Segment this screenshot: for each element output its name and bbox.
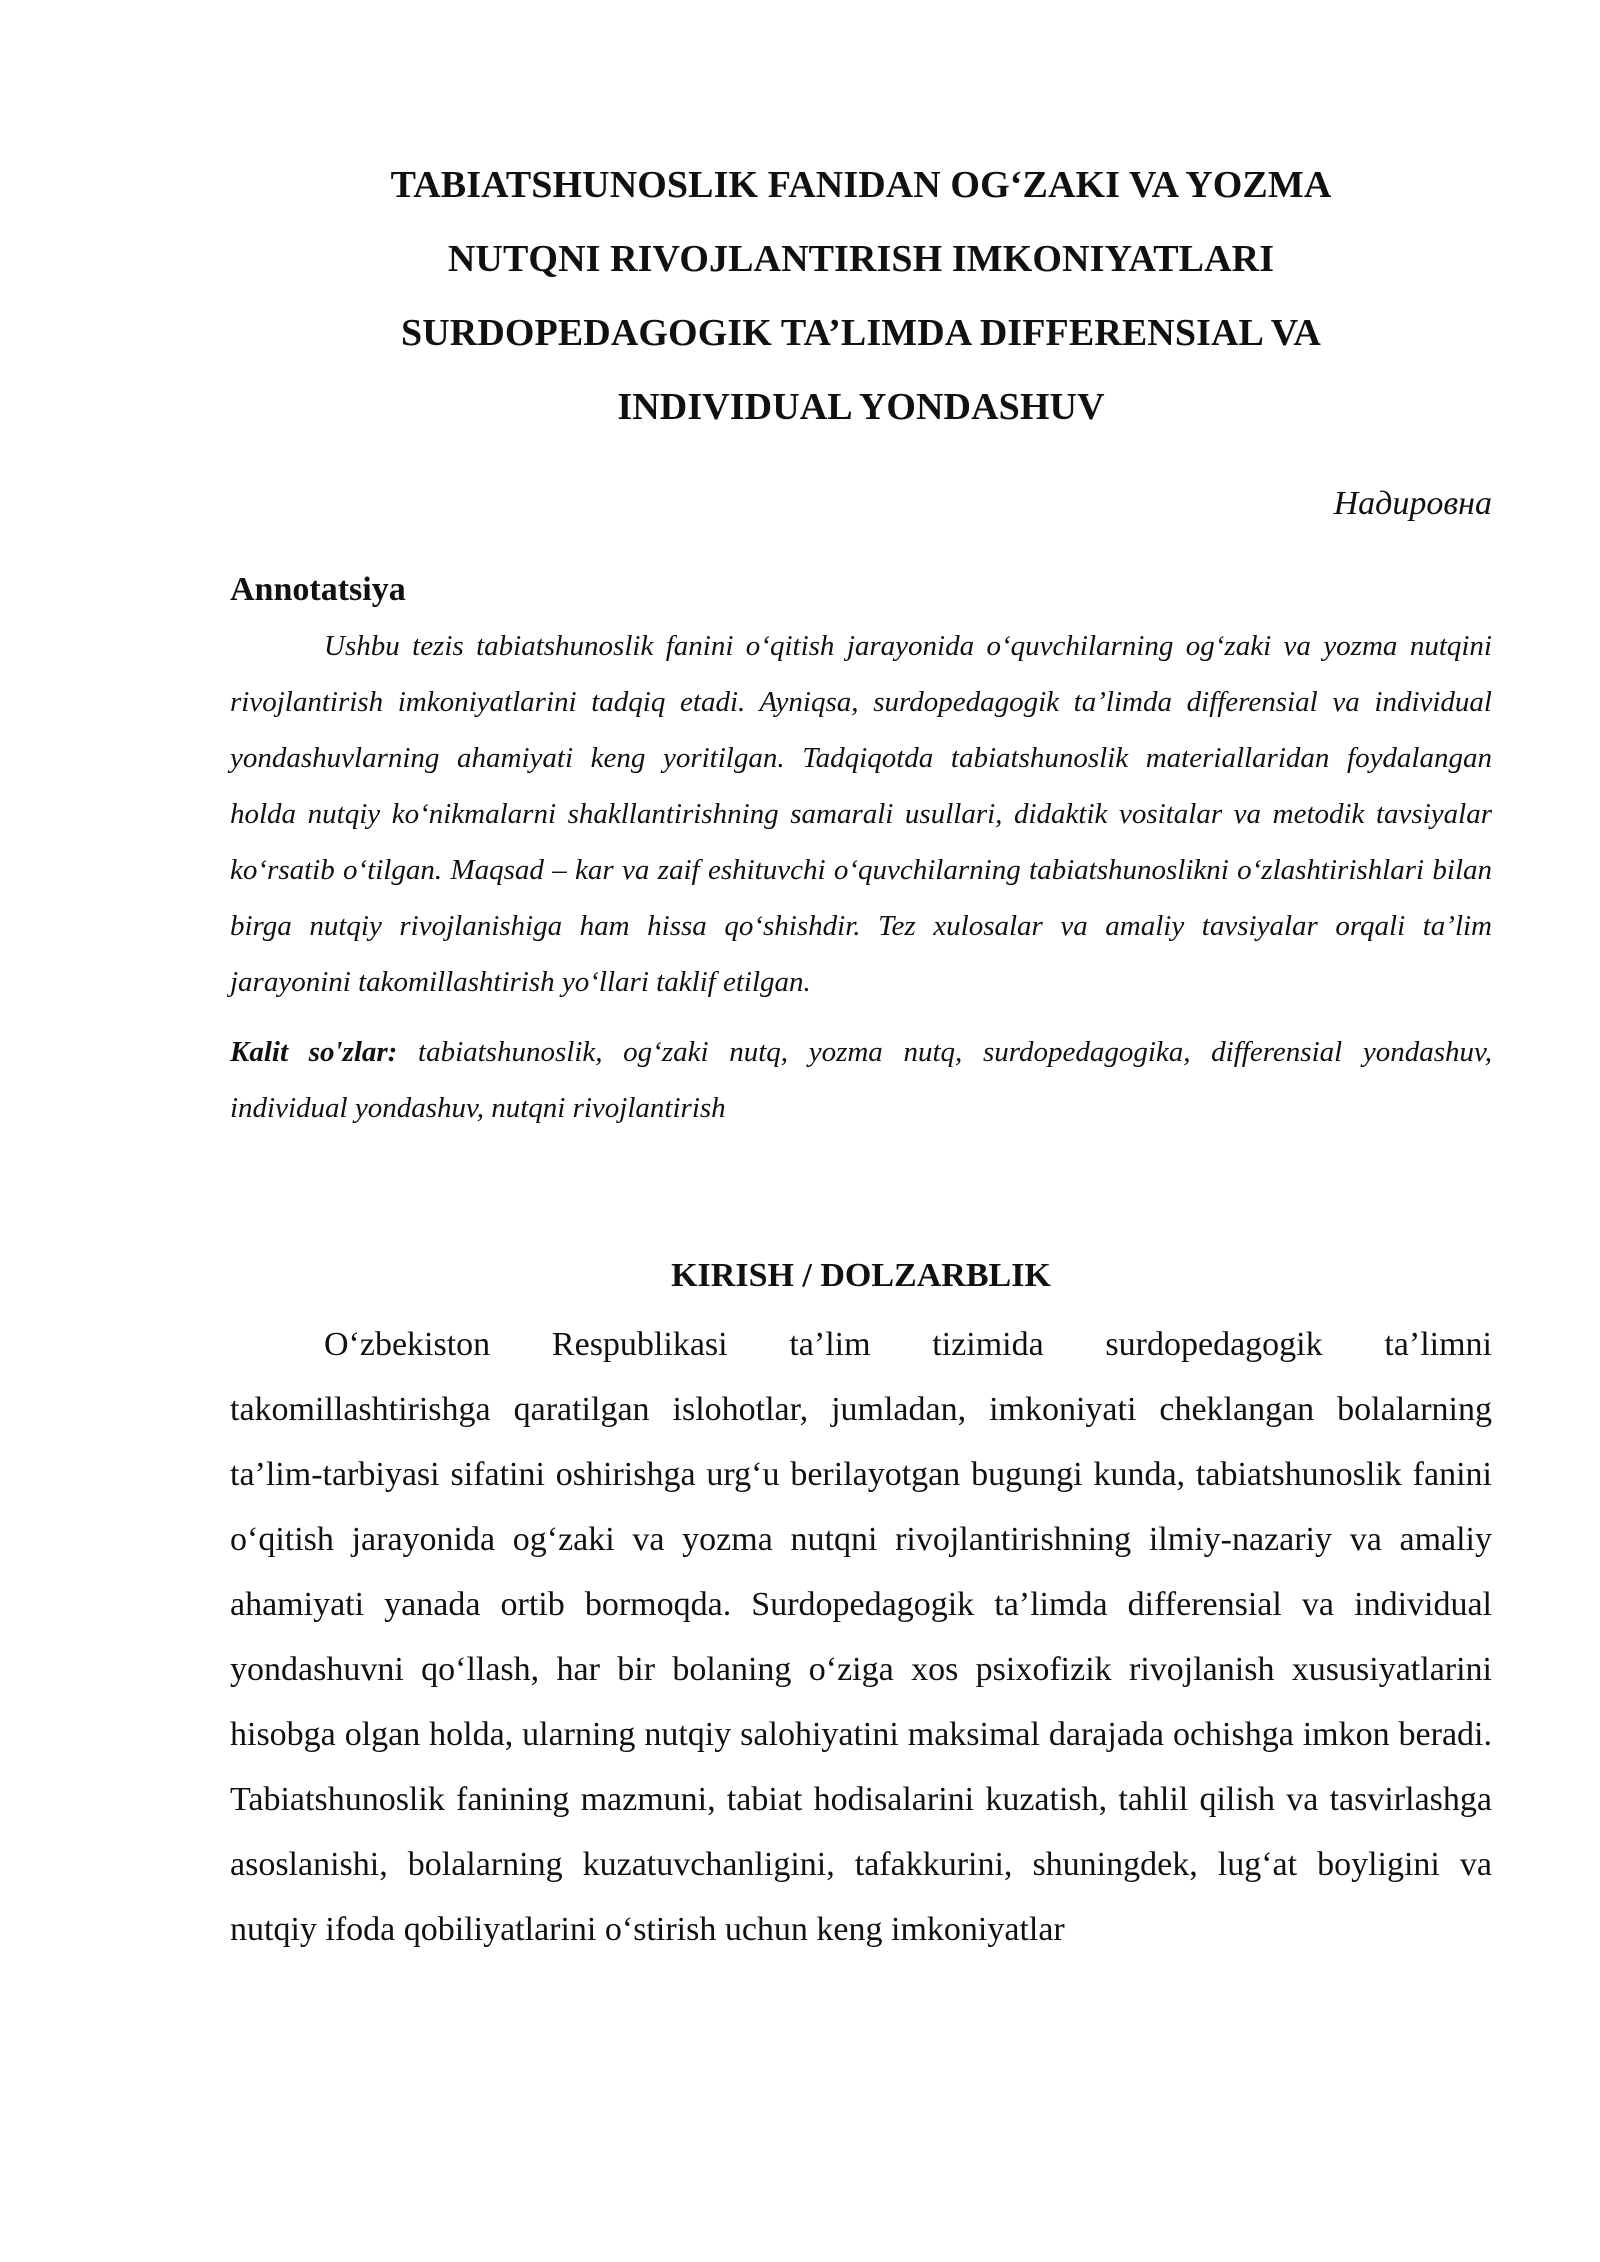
abstract-text: Ushbu tezis tabiatshunoslik fanini o‘qitish jarayonida o‘quvchilarning og‘zaki va yozma nutqini rivojlantirish imkoniyatlarini tadqiq etadi. Ayniqsa, surdopedagogik ta’limda differensial va individual yondashuvlarning ahamiyati keng yoritilgan. Tadqiqotda tabiatshunoslik materiallaridan foydalangan holda nutqiy ko‘nikmalarni shakllantirishning samarali usullari, didaktik vositalar va metodik tavsiyalar ko‘rsatib o‘tilgan. Maqsad – kar va zaif eshituvchi o‘quvchilarning tabiatshunoslikni o‘zlashtirishlari bilan birga nutqiy rivojlanishiga ham hissa qo‘shishdir. Tez xulosalar va amaliy tavsiyalar orqali ta’lim jarayonini takomillashtirish yo‘llari taklif etilgan. [230,630,1492,998]
paper-title [230,148,1492,444]
body-paragraph: O‘zbekiston Respublikasi ta’lim tizimida surdopedagogik ta’limni takomillashtirishga qaratilgan islohotlar, jumladan, imkoniyati cheklangan bolalarning ta’lim-tarbiyasi sifatini oshirishga urg‘u berilayotgan bugungi kunda, tabiatshunoslik fanini o‘qitish jarayonida og‘zaki va yozma nutqni rivojlantirishning ilmiy-nazariy va amaliy ahamiyati yanada ortib bormoqda. Surdopedagogik ta’limda differensial va individual yondashuvni qo‘llash, har bir bolaning o‘ziga xos psixofizik rivojlanish xususiyatlarini hisobga olgan holda, ularning nutqiy salohiyatini maksimal darajada ochishga imkon beradi. Tabiatshunoslik fanining mazmuni, tabiat hodisalarini kuzatish, tahlil qilish va tasvirlashga asoslanishi, bolalarning kuzatuvchanligini, tafakkurini, shuningdek, lug‘at boyligini va nutqiy ifoda qobiliyatlarini o‘stirish uchun keng imkoniyatlar [230,1326,1492,1948]
title-line: NUTQNI RIVOJLANTIRISH IMKONIYATLARI [447,238,1275,280]
keywords-text: tabiatshunoslik, og‘zaki nutq, yozma nutq, surdopedagogika, differensial yondashuv, individual yondashuv, nutqni rivojlantirish [230,1036,1493,1124]
title-line: SURDOPEDAGOGIK TA’LIMDA DIFFERENSIAL VA [401,312,1321,354]
title-line: INDIVIDUAL YONDASHUV [617,386,1105,428]
abstract-heading: Annotatsiya [230,571,406,608]
section-heading: KIRISH / DOLZARBLIK [671,1257,1051,1294]
keywords [230,1024,1492,1136]
keywords-label: Kalit so'zlar: [230,1036,398,1068]
author-name: Надировна [1333,485,1492,522]
title-line: TABIATSHUNOSLIK FANIDAN OG‘ZAKI VA YOZMA [390,164,1332,206]
